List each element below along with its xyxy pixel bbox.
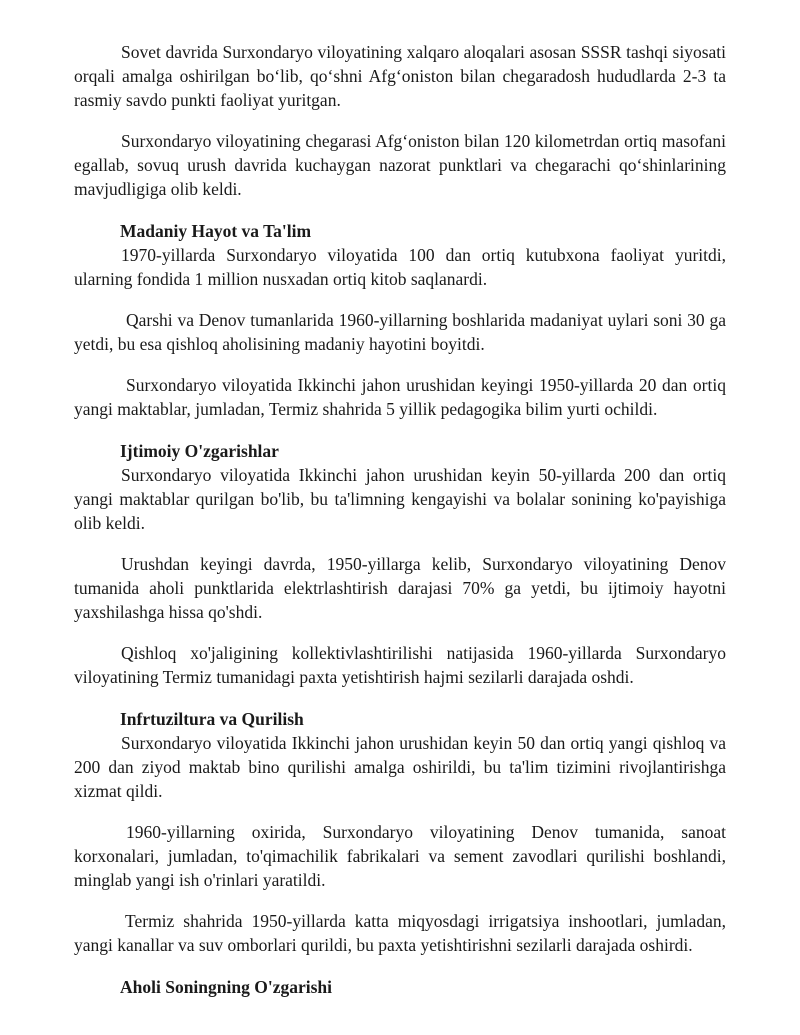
paragraph-libraries: 1970-yillarda Surxondaryo viloyatida 100 dan ortiq kutubxona faoliyat yuritdi, ularning fondida 1 million nusxadan ortiq kitob saqlanardi. xyxy=(74,245,726,289)
paragraph-schools-built: Surxondaryo viloyatida Ikkinchi jahon urushidan keyin 50-yillarda 200 dan ortiq yangi maktablar qurilgan bo'lib, bu ta'limning kengayishi va bolalar sonining ko'payishiga olib keldi. xyxy=(74,465,726,533)
heading-culture-education: Madaniy Hayot va Ta'lim xyxy=(120,221,312,241)
paragraph-culture-houses: Qarshi va Denov tumanlarida 1960-yillarning boshlarida madaniyat uylari soni 30 ga yetdi, bu esa qishloq aholisining madaniy hayotini boyitdi. xyxy=(74,310,726,354)
heading-social-changes: Ijtimoiy O'zgarishlar xyxy=(120,441,279,461)
paragraph-trade-points: Sovet davrida Surxondaryo viloyatining xalqaro aloqalari asosan SSSR tashqi siyosati orqali amalga oshirilgan bo‘lib, qo‘shni Afg‘oniston bilan chegaradosh hududlarda 2-3 ta rasmiy savdo punkti faoliyat yuritgan. xyxy=(74,42,726,110)
paragraph-collectivization: Qishloq xo'jaligining kollektivlashtirilishi natijasida 1960-yillarda Surxondaryo viloyatining Termiz tumanidagi paxta yetishtirish hajmi sezilarli darajada oshdi. xyxy=(74,643,726,687)
paragraph-new-schools: Surxondaryo viloyatida Ikkinchi jahon urushidan keyingi 1950-yillarda 20 dan ortiq yangi maktablar, jumladan, Termiz shahrida 5 yillik pedagogika bilim yurti ochildi. xyxy=(74,375,726,419)
heading-population-change: Aholi Soningning O'zgarishi xyxy=(120,977,333,997)
paragraph-irrigation: Termiz shahrida 1950-yillarda katta miqyosdagi irrigatsiya inshootlari, jumladan, yangi kanallar va suv omborlari qurildi, bu paxta yetishtirishni sezilarli darajada oshirdi. xyxy=(74,911,726,955)
paragraph-electrification: Urushdan keyingi davrda, 1950-yillarga kelib, Surxondaryo viloyatining Denov tumanida aholi punktlarida elektrlashtirish darajasi 70% ga yetdi, bu ijtimoiy hayotni yaxshilashga hissa qo'shdi. xyxy=(74,554,726,622)
heading-infrastructure: Infrtuziltura va Qurilish xyxy=(120,709,304,729)
document-page xyxy=(74,40,726,999)
paragraph-border-length: Surxondaryo viloyatining chegarasi Afg‘oniston bilan 120 kilometrdan ortiq masofani egallab, sovuq urush davrida kuchaygan nazorat punktlari va chegarachi qo‘shinlarining mavjudligiga olib keldi. xyxy=(74,131,726,199)
paragraph-villages-schools: Surxondaryo viloyatida Ikkinchi jahon urushidan keyin 50 dan ortiq yangi qishloq va 200 dan ziyod maktab bino qurilishi amalga oshirildi, bu ta'lim tizimini rivojlantirishga xizmat qildi. xyxy=(74,733,726,801)
paragraph-industrial-enterprises: 1960-yillarning oxirida, Surxondaryo viloyatining Denov tumanida, sanoat korxonalari, jumladan, to'qimachilik fabrikalari va sement zavodlari qurilishi boshlandi, minglab yangi ish o'rinlari yaratildi. xyxy=(74,822,726,890)
